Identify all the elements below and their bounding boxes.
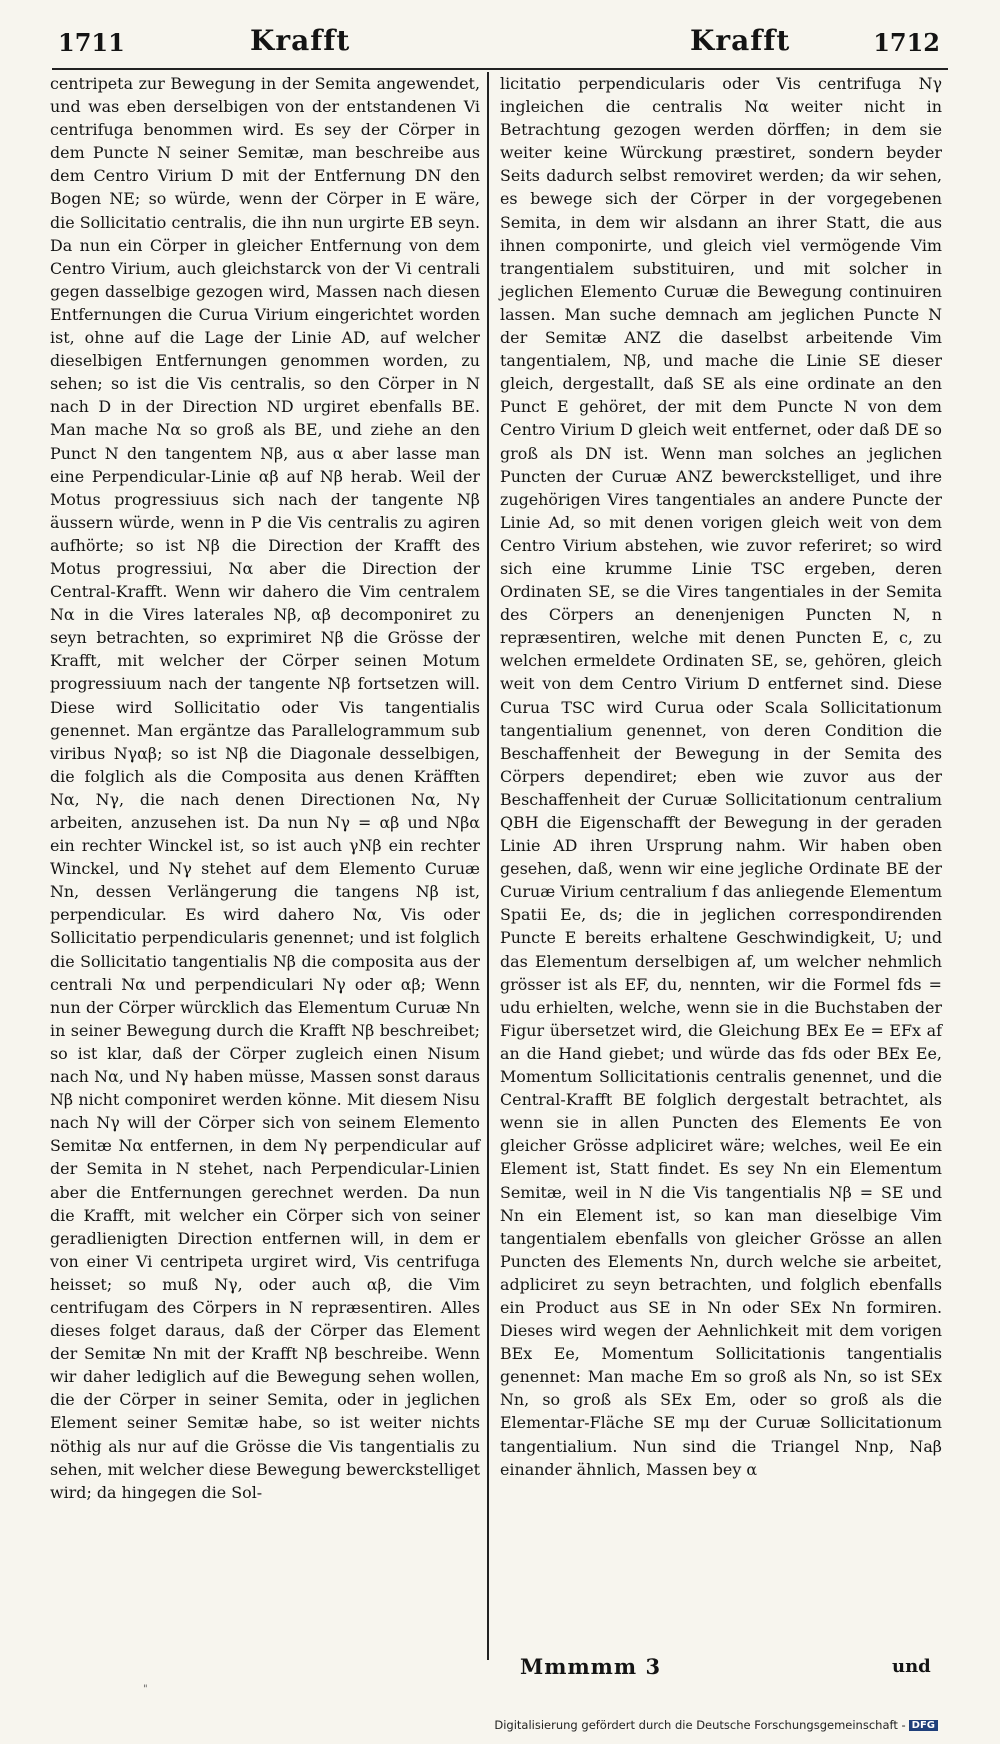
signature-mark: Mmmmm 3	[520, 1654, 662, 1679]
left-column-text: centripeta zur Bewegung in der Semita angewendet, und was eben derselbigen von der entstandenen Vi centrifuga benommen wird. Es sey der Cörper in dem Puncte N seiner Semitæ, man beschreibe aus dem Centro Virium D mit der Entfernung DN den Bogen NE; so würde, wenn der Cörper in E wäre, die Sollicitatio centralis, die ihn nun urgirte EB seyn. Da nun ein Cörper in gleicher Entfernung von dem Centro Virium, auch gleichstarck von der Vi centrali gegen dasselbige gezogen wird, Massen nach diesen Entfernungen die Curua Virium eingerichtet worden ist, ohne auf die Lage der Linie AD, auf welcher dieselbigen Entfernungen genommen worden, zu sehen; so ist die Vis centralis, so den Cörper in N nach D in der Direction ND urgiret ebenfalls BE. Man mache Nα so groß als BE, und ziehe an den Punct N den tangentem Nβ, aus α aber lasse man eine Perpendicular-Linie αβ auf Nβ herab. Weil der Motus progressiuus sich nach der tangente Nβ äussern würde, wenn in P die Vis centralis zu agiren aufhörte; so ist Nβ die Direction der Krafft des Motus progressiui, Nα aber die Direction der Central-Krafft. Wenn wir dahero die Vim centralem Nα in die Vires laterales Nβ, αβ decomponiret zu seyn betrachten, so exprimiret Nβ die Grösse der Krafft, mit welcher der Cörper seinen Motum progressiuum nach der tangente Nβ fortsetzen will. Diese wird Sollicitatio oder Vis tangentialis genennet. Man ergäntze das Parallelogrammum sub viribus Nγαβ; so ist Nβ die Diagonale desselbigen, die folglich als die Composita aus denen Kräfften Nα, Nγ, die nach denen Directionen Nα, Nγ arbeiten, anzusehen ist. Da nun Nγ = αβ und Nβα ein rechter Winckel ist, so ist auch γNβ ein rechter Winckel, und Nγ stehet auf dem Elemento Curuæ Nn, dessen Verlängerung die tangens Nβ ist, perpendicular. Es wird dahero Nα, Vis oder Sollicitatio perpendicularis genennet; und ist folglich die Sollicitatio tangentialis Nβ die composita aus der centrali Nα und perpendiculari Nγ oder αβ; Wenn nun der Cörper würcklich das Elementum Curuæ Nn in seiner Bewegung durch die Krafft Nβ beschreibet; so ist klar, daß der Cörper zugleich einen Nisum nach Nα, und Nγ haben müsse, Massen sonst daraus Nβ nicht componiret werden könne. Mit diesem Nisu nach Nγ will der Cörper sich von seinem Elemento Semitæ Nα entfernen, in dem Nγ perpendicular auf der Semita in N stehet, nach Perpendicular-Linien aber die Entfernungen gerechnet werden. Da nun die Krafft, mit welcher ein Cörper sich von seiner geradlienigten Direction entfernen will, in dem er von einer Vi centripeta urgiret wird, Vis centrifuga heisset; so muß Nγ, oder auch αβ, die Vim centrifugam des Cörpers in N repræsentiren. Alles dieses folget daraus, daß der Cörper das Element der Semitæ Nn mit der Krafft Nβ beschreibe. Wenn wir daher lediglich auf die Bewegung sehen wollen, die der Cörper in seiner Semita, oder in jeglichen Element seiner Semitæ habe, so ist weiter nichts nöthig als nur auf die Grösse die Vis tangentialis zu sehen, mit welcher diese Bewegung bewerckstelliget wird; da hingegen die Sol-	[50, 74, 480, 1502]
stray-mark: "	[143, 1684, 148, 1695]
column-divider	[487, 72, 489, 1660]
digitization-footer	[494, 1718, 938, 1732]
header-rule	[52, 68, 948, 70]
running-title-right: Krafft	[690, 24, 791, 57]
right-column-text: licitatio perpendicularis oder Vis centrifuga Nγ ingleichen die centralis Nα weiter nicht in Betrachtung gezogen werden dörffen; in dem sie weiter keine Würckung præstiret, sondern beyder Seits dadurch selbst removiret werden; da wir sehen, es bewege sich der Cörper in der vorgegebenen Semita, in dem wir alsdann an ihrer Statt, die aus ihnen componirte, und gleich viel vermögende Vim trangentialem substituiren, und mit solcher in jeglichen Elemento Curuæ die Bewegung continuiren lassen. Man suche demnach am jeglichen Puncte N der Semitæ ANZ die daselbst arbeitende Vim tangentialem, Nβ, und mache die Linie SE dieser gleich, dergestallt, daß SE als eine ordinate an den Punct E gehöret, der mit dem Puncte N von dem Centro Virium D gleich weit entfernet, oder daß DE so groß als DN ist. Wenn man solches an jeglichen Puncten der Curuæ ANZ bewerckstelliget, und ihre zugehörigen Vires tangentiales an andere Puncte der Linie Ad, so mit denen vorigen gleich weit von dem Centro Virium abstehen, wie zuvor referiret; so wird sich eine krumme Linie TSC ergeben, deren Ordinaten SE, se die Vires tangentiales in der Semita des Cörpers an denenjenigen Puncten N, n repræsentiren, welche mit denen Puncten E, c, zu welchen ermeldete Ordinaten SE, se, gehören, gleich weit von dem Centro Virium D entfernet sind. Diese Curua TSC wird Curua oder Scala Sollicitationum tangentialium genennet, von deren Condition die Beschaffenheit der Bewegung in der Semita des Cörpers dependiret; eben wie zuvor aus der Beschaffenheit der Curuæ Sollicitationum centralium QBH die Eigenschafft der Bewegung in der geraden Linie AD ihren Ursprung nahm. Wir haben oben gesehen, daß, wenn wir eine jegliche Ordinate BE der Curuæ Virium centralium f das anliegende Elementum Spatii Ee, ds; die in jeglichen correspondirenden Puncte E bereits erhaltene Geschwindigkeit, U; und das Elementum derselbigen af, um welcher nehmlich grösser ist als EF, du, nennten, wir die Formel fds = udu erhielten, welche, wenn sie in die Buchstaben der Figur übersetzet wird, die Gleichung BEx Ee = EFx af an die Hand giebet; und würde das fds oder BEx Ee, Momentum Sollicitationis centralis genennet, und die Central-Krafft BE folglich dergestalt betrachtet, als wenn sie in allen Puncten des Elements Ee von gleicher Grösse adpliciret wäre; welches, weil Ee ein Element ist, Statt findet. Es sey Nn ein Elementum Semitæ, weil in N die Vis tangentialis Nβ = SE und Nn ein Element ist, so kan man dieselbige Vim tangentialem ebenfalls von gleicher Grösse an allen Puncten des Elements Nn, durch welche sie arbeitet, adpliciret zu seyn betrachten, und folglich ebenfalls ein Product aus SE in Nn oder SEx Nn formiren. Dieses wird wegen der Aehnlichkeit mit dem vorigen BEx Ee, Momentum Sollicitationis tangentialis genennet: Man mache Em so groß als Nn, so ist SEx Nn, so groß als SEx Em, oder so groß als die Elementar-Fläche SE mμ der Curuæ Sollicitationum tangentialium. Nun sind die Triangel Nnp, Naβ einander ähnlich, Massen bey α	[500, 74, 943, 1479]
page-number-left: 1711	[58, 28, 125, 57]
page-header	[30, 18, 970, 62]
dfg-logo: DFG	[909, 1720, 938, 1731]
page-number-right: 1712	[873, 28, 940, 57]
footer-text: Digitalisierung gefördert durch die Deutsche Forschungsgemeinschaft -	[494, 1718, 906, 1732]
text-column-left	[50, 72, 480, 1504]
text-column-right	[500, 72, 942, 1481]
running-title-left: Krafft	[250, 24, 351, 57]
catchword: und	[892, 1656, 931, 1677]
